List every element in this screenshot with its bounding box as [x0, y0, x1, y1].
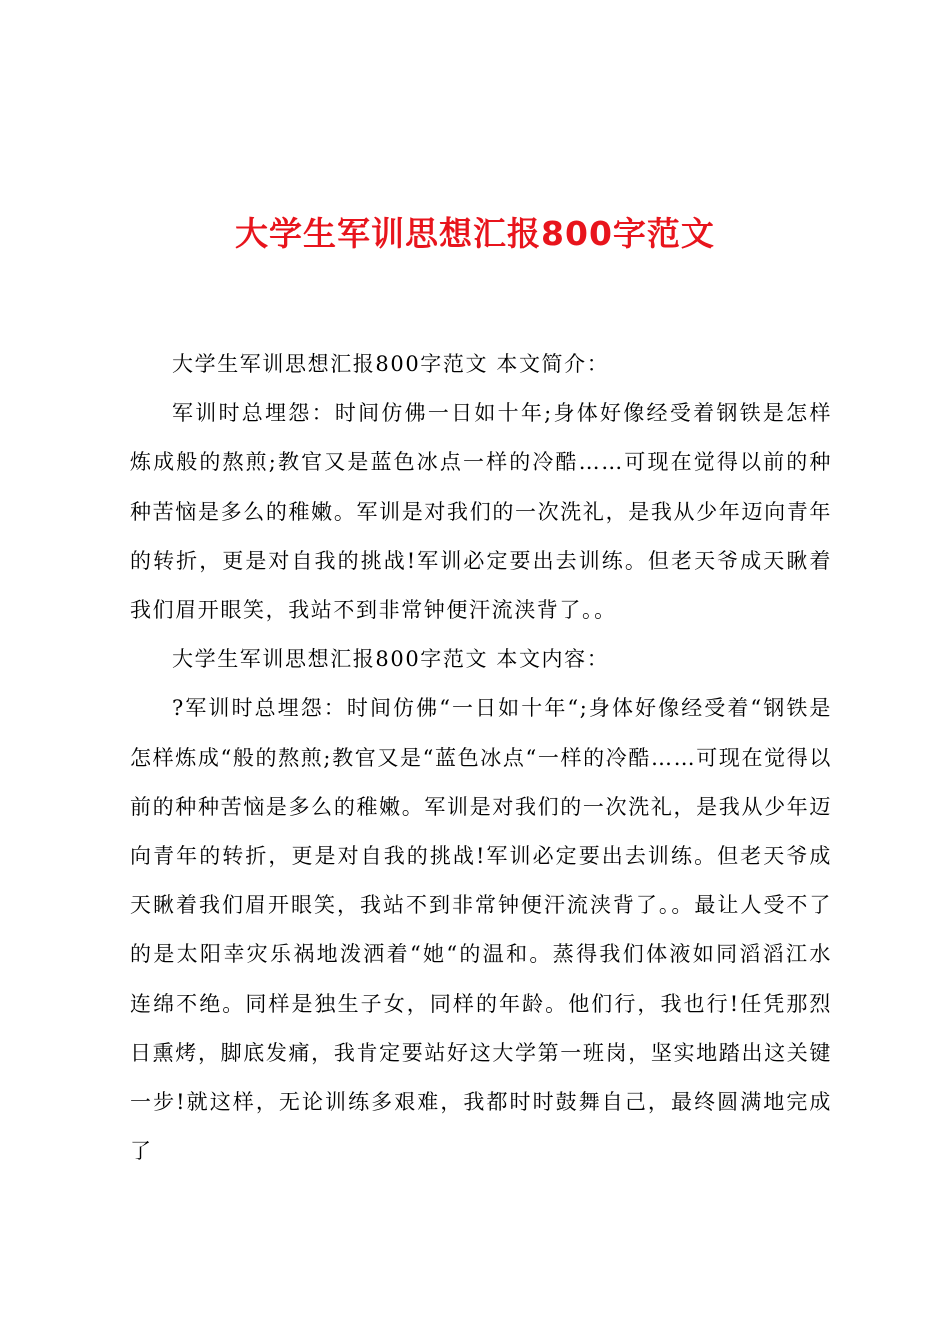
- document-body: [130, 340, 832, 1176]
- intro-paragraph: 军训时总埋怨：时间仿佛一日如十年;身体好像经受着钢铁是怎样炼成般的熬煎;教官又是蓝色冰点一样的冷酷……可现在觉得以前的种种苦恼是多么的稚嫩。军训是对我们的一次洗礼，是我从少年迈向青年的转折，更是对自我的挑战!军训必定要出去训练。但老天爷成天瞅着我们眉开眼笑，我站不到非常钟便汗流浃背了。。: [130, 401, 832, 623]
- document-title: 大学生军训思想汇报800字范文: [235, 214, 715, 253]
- intro-heading: 大学生军训思想汇报800字范文 本文简介：: [172, 352, 610, 376]
- content-heading: 大学生军训思想汇报800字范文 本文内容：: [172, 647, 610, 672]
- content-paragraph: ?军训时总埋怨：时间仿佛“一日如十年“;身体好像经受着“钢铁是怎样炼成“般的熬煎;教官又是“蓝色冰点“一样的冷酷……可现在觉得以前的种种苦恼是多么的稚嫩。军训是对我们的一次洗礼，是我从少年迈向青年的转折，更是对自我的挑战!军训必定要出去训练。但老天爷成天瞅着我们眉开眼笑，我站不到非常钟便汗流浃背了。。最让人受不了的是太阳幸灾乐祸地泼洒着“她“的温和。蒸得我们体液如同滔滔江水连绵不绝。同样是独生子女，同样的年龄。他们行，我也行!任凭那烈日熏烤，脚底发痛，我肯定要站好这大学第一班岗，坚实地踏出这关键一步!就这样，无论训练多艰难，我都时时鼓舞自己，最终圆满地完成了: [130, 696, 832, 1164]
